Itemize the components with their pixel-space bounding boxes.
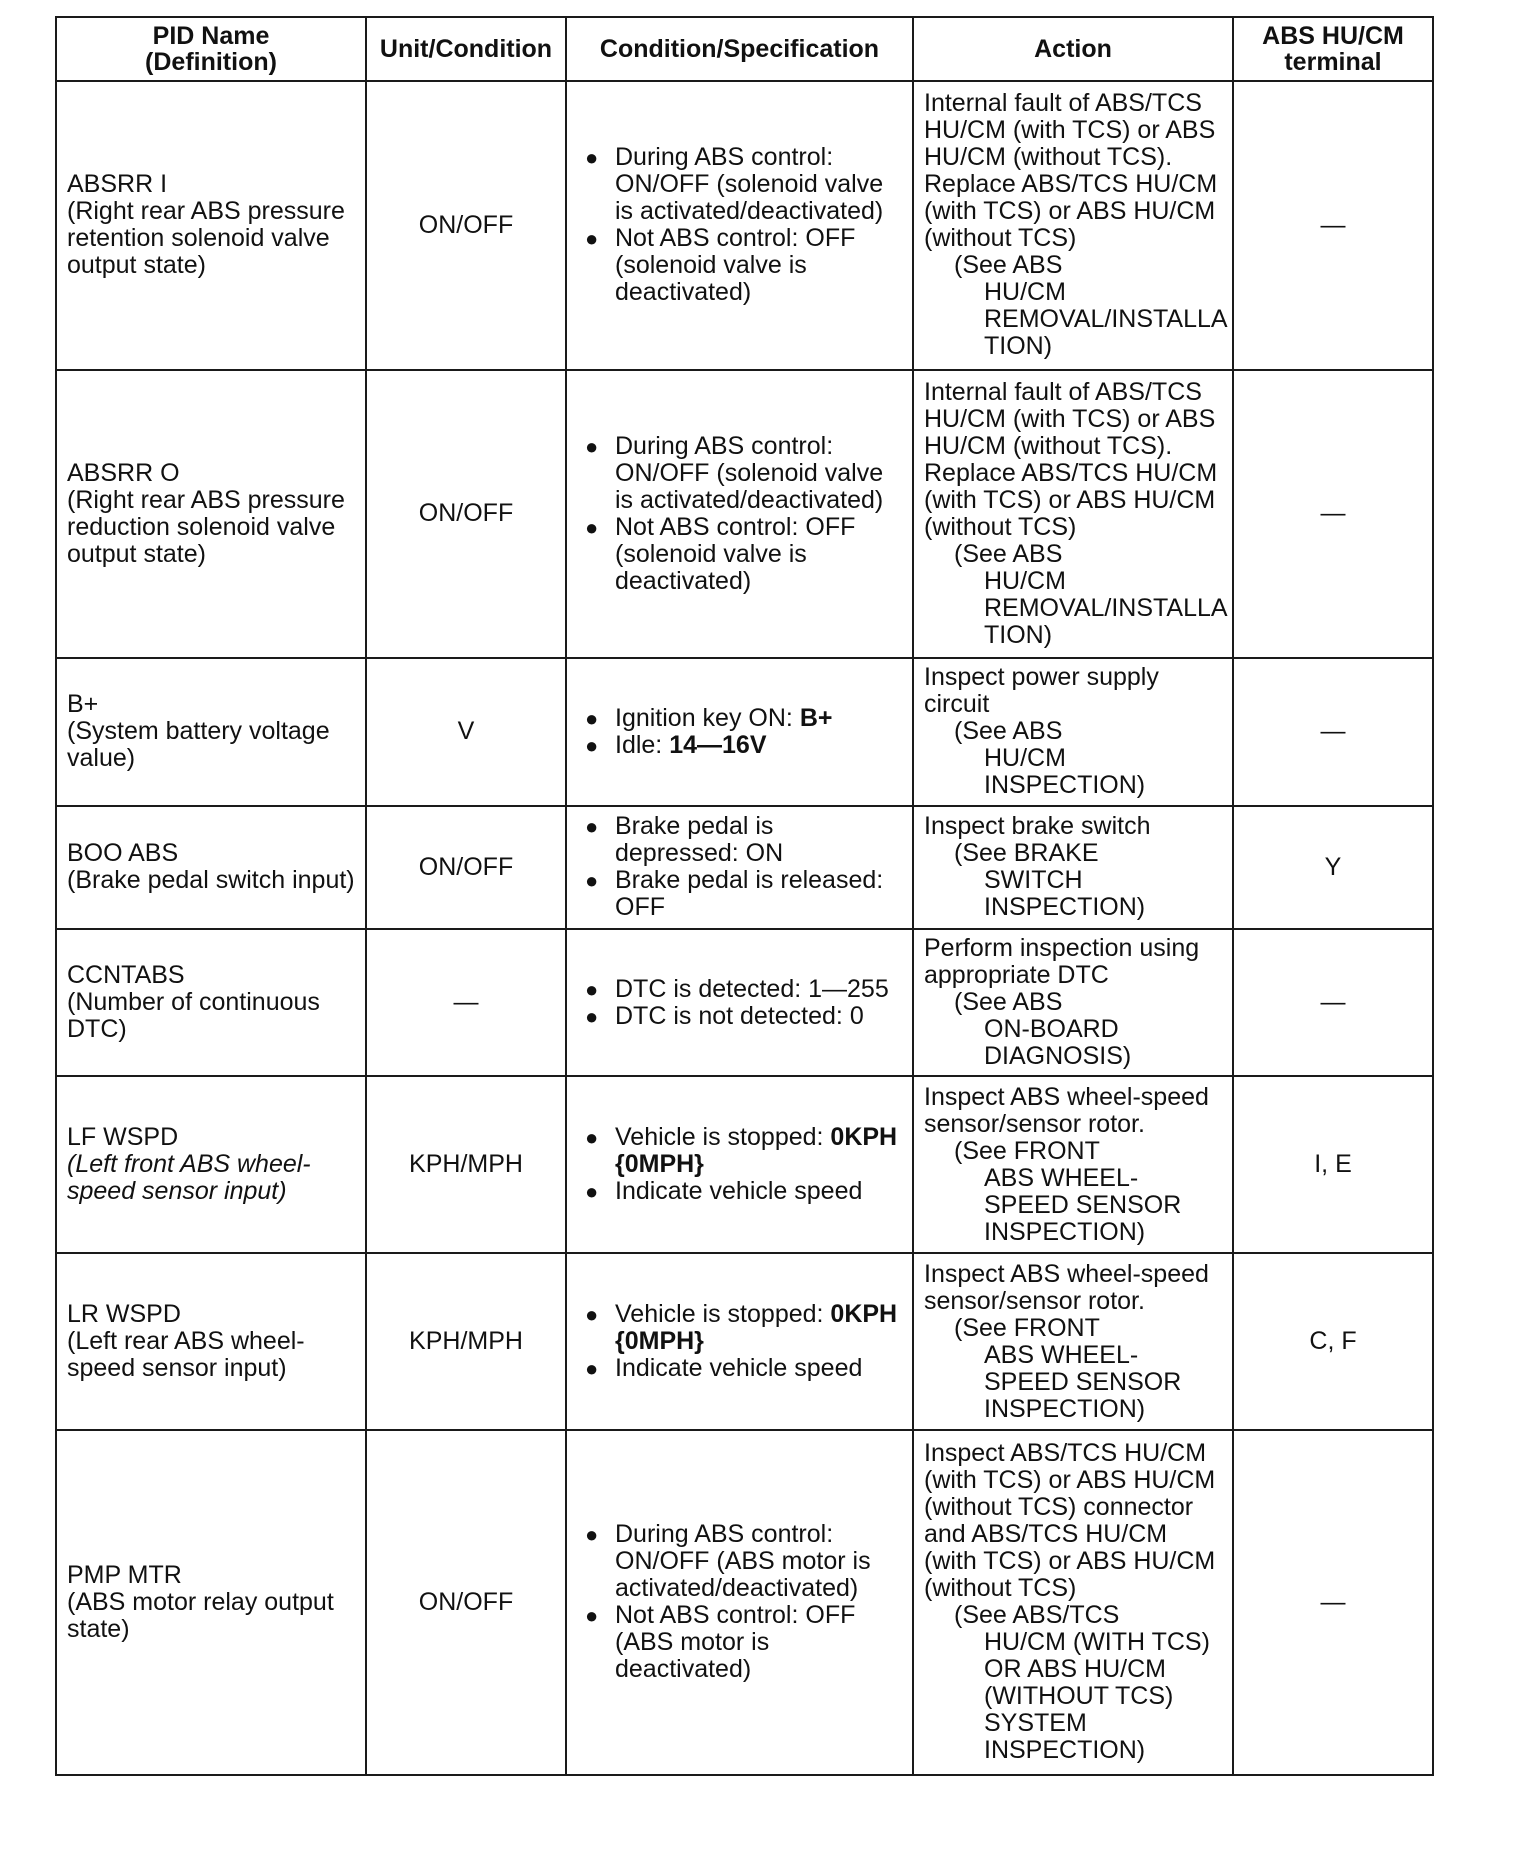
pid-cell: [56, 658, 366, 805]
header-action: Action: [913, 17, 1233, 81]
pid-cell: [56, 1430, 366, 1775]
pid-cell: [56, 81, 366, 370]
condition-cell: [566, 658, 913, 805]
header-terminal: ABS HU/CM terminal: [1233, 17, 1433, 81]
condition-cell: [566, 929, 913, 1076]
condition-item: [577, 813, 902, 867]
pid-name: ABSRR I: [67, 170, 168, 199]
condition-cell: [566, 806, 913, 929]
table-row: [56, 658, 1433, 805]
condition-item: [577, 514, 902, 595]
terminal-cell: —: [1233, 370, 1433, 659]
action-cell: [913, 929, 1233, 1076]
pid-name: ABSRR O: [67, 458, 180, 487]
action-reference: ABS WHEEL-SPEED SENSOR INSPECTION): [984, 1340, 1182, 1423]
condition-cell: [566, 1253, 913, 1430]
terminal-cell: —: [1233, 658, 1433, 805]
condition-value: 14—16V: [669, 730, 767, 759]
table-row: [56, 370, 1433, 659]
pid-name: CCNTABS: [67, 961, 185, 990]
condition-item: [577, 976, 902, 1003]
condition-label: Vehicle is stopped:: [615, 1123, 831, 1152]
pid-definition: (Brake pedal switch input): [67, 866, 355, 895]
condition-item: [577, 867, 902, 921]
condition-item: [577, 732, 902, 759]
condition-value: 0KPH {0MPH}: [615, 1300, 898, 1356]
action-text: Inspect power supply circuit: [924, 663, 1159, 719]
unit-cell: —: [366, 929, 566, 1076]
action-cell: [913, 806, 1233, 929]
action-reference: SWITCH INSPECTION): [984, 866, 1146, 922]
condition-item: [577, 1521, 902, 1602]
header-pid: PID Name (Definition): [56, 17, 366, 81]
condition-item: [577, 1602, 902, 1683]
condition-label: Vehicle is stopped:: [615, 1300, 831, 1329]
terminal-cell: —: [1233, 929, 1433, 1076]
condition-text: ● Indicate vehicle speed: [615, 1177, 863, 1206]
pid-cell: [56, 929, 366, 1076]
pid-name: LR WSPD: [67, 1300, 181, 1329]
action-reference: HU/CM (WITH TCS) OR ABS HU/CM (WITHOUT TCS) SYSTEM INSPECTION): [984, 1628, 1210, 1765]
action-text: Internal fault of ABS/TCS HU/CM (with TCS) or ABS HU/CM (without TCS). Replace ABS/TCS HU/CM (with TCS) or ABS HU/CM (without TCS): [924, 377, 1218, 541]
condition-text: ● Not ABS control: OFF (solenoid valve is deactivated): [615, 512, 856, 595]
terminal-cell: —: [1233, 1430, 1433, 1775]
condition-item: [577, 705, 902, 732]
condition-cell: [566, 1076, 913, 1253]
condition-cell: [566, 370, 913, 659]
action-see: (See ABS: [954, 251, 1063, 280]
pid-definition: (Right rear ABS pressure retention solenoid valve output state): [67, 197, 345, 280]
action-text: Perform inspection using appropriate DTC: [924, 934, 1200, 990]
unit-cell: ON/OFF: [366, 1430, 566, 1775]
table-row: [56, 1253, 1433, 1430]
condition-list: [577, 976, 902, 1030]
condition-text: ● During ABS control: ON/OFF (solenoid valve is activated/deactivated): [615, 143, 884, 226]
pid-cell: [56, 806, 366, 929]
pid-cell: [56, 1253, 366, 1430]
action-reference: HU/CM INSPECTION): [984, 744, 1146, 800]
pid-name: PMP MTR: [67, 1560, 182, 1589]
action-see: (See FRONT: [954, 1136, 1100, 1165]
unit-cell: ON/OFF: [366, 806, 566, 929]
action-see: (See ABS: [954, 717, 1063, 746]
table-row: [56, 929, 1433, 1076]
condition-list: [577, 1521, 902, 1683]
condition-item: [577, 225, 902, 306]
pid-name: LF WSPD: [67, 1123, 179, 1152]
unit-cell: ON/OFF: [366, 81, 566, 370]
condition-text: ● Brake pedal is released: OFF: [615, 866, 884, 922]
condition-text: ● Not ABS control: OFF (ABS motor is deactivated): [615, 1601, 856, 1684]
action-see: (See FRONT: [954, 1313, 1100, 1342]
table-row: [56, 81, 1433, 370]
condition-list: [577, 144, 902, 306]
unit-cell: V: [366, 658, 566, 805]
table-header-row: [56, 17, 1433, 81]
pid-definition: (Left front ABS wheel-speed sensor input): [67, 1150, 311, 1206]
pid-definition: (Left rear ABS wheel-speed sensor input): [67, 1327, 305, 1383]
condition-text: ● Brake pedal is depressed: ON: [615, 812, 784, 868]
terminal-cell: —: [1233, 81, 1433, 370]
condition-text: ● During ABS control: ON/OFF (solenoid valve is activated/deactivated): [615, 431, 884, 514]
condition-list: [577, 705, 902, 759]
action-text: Inspect ABS wheel-speed sensor/sensor rotor.: [924, 1259, 1209, 1315]
pid-definition: (ABS motor relay output state): [67, 1587, 334, 1643]
action-reference: ABS WHEEL-SPEED SENSOR INSPECTION): [984, 1163, 1182, 1246]
action-text: Inspect ABS/TCS HU/CM (with TCS) or ABS HU/CM (without TCS) connector and ABS/TCS HU/CM (with TCS) or ABS HU/CM (without TCS): [924, 1439, 1216, 1603]
pid-table: [55, 16, 1434, 1776]
condition-list: [577, 1124, 902, 1205]
action-text: Inspect brake switch: [924, 812, 1151, 841]
condition-list: [577, 813, 902, 921]
action-text: Inspect ABS wheel-speed sensor/sensor rotor.: [924, 1082, 1209, 1138]
action-reference: ON-BOARD DIAGNOSIS): [984, 1015, 1132, 1071]
action-cell: [913, 1430, 1233, 1775]
unit-cell: KPH/MPH: [366, 1076, 566, 1253]
pid-name: B+: [67, 690, 99, 719]
action-reference: HU/CM REMOVAL/INSTALLA TION): [984, 278, 1227, 361]
condition-item: [577, 1124, 902, 1178]
condition-item: [577, 1003, 902, 1030]
action-cell: [913, 1076, 1233, 1253]
condition-text: ● DTC is not detected: 0: [615, 1001, 864, 1030]
action-cell: [913, 370, 1233, 659]
condition-label: Idle:: [615, 730, 670, 759]
pid-definition: (Right rear ABS pressure reduction solenoid valve output state): [67, 485, 345, 568]
condition-value: 0KPH {0MPH}: [615, 1123, 898, 1179]
condition-item: [577, 433, 902, 514]
table-row: [56, 1430, 1433, 1775]
condition-value: B+: [799, 703, 833, 732]
header-condition: Condition/Specification: [566, 17, 913, 81]
action-cell: [913, 658, 1233, 805]
unit-cell: KPH/MPH: [366, 1253, 566, 1430]
header-unit: Unit/Condition: [366, 17, 566, 81]
table-row: [56, 1076, 1433, 1253]
action-see: (See BRAKE: [954, 839, 1099, 868]
action-see: (See ABS/TCS: [954, 1601, 1120, 1630]
condition-label: Ignition key ON:: [615, 703, 800, 732]
condition-item: [577, 1301, 902, 1355]
condition-item: [577, 1178, 902, 1205]
pid-definition: (Number of continuous DTC): [67, 988, 320, 1044]
terminal-cell: I, E: [1233, 1076, 1433, 1253]
action-see: (See ABS: [954, 988, 1063, 1017]
action-reference: HU/CM REMOVAL/INSTALLA TION): [984, 566, 1227, 649]
action-text: Internal fault of ABS/TCS HU/CM (with TCS) or ABS HU/CM (without TCS). Replace ABS/TCS HU/CM (with TCS) or ABS HU/CM (without TCS): [924, 89, 1218, 253]
pid-definition: (System battery voltage value): [67, 717, 330, 773]
condition-cell: [566, 81, 913, 370]
condition-text: ● Indicate vehicle speed: [615, 1354, 863, 1383]
action-cell: [913, 81, 1233, 370]
action-cell: [913, 1253, 1233, 1430]
terminal-cell: C, F: [1233, 1253, 1433, 1430]
condition-text: ● During ABS control: ON/OFF (ABS motor is activated/deactivated): [615, 1520, 871, 1603]
condition-item: [577, 1355, 902, 1382]
condition-item: [577, 144, 902, 225]
condition-text: ● DTC is detected: 1—255: [615, 974, 889, 1003]
pid-cell: [56, 370, 366, 659]
condition-list: [577, 1301, 902, 1382]
unit-cell: ON/OFF: [366, 370, 566, 659]
table-row: [56, 806, 1433, 929]
terminal-cell: Y: [1233, 806, 1433, 929]
pid-cell: [56, 1076, 366, 1253]
condition-text: ● Not ABS control: OFF (solenoid valve is deactivated): [615, 224, 856, 307]
condition-list: [577, 433, 902, 595]
action-see: (See ABS: [954, 539, 1063, 568]
condition-cell: [566, 1430, 913, 1775]
pid-name: BOO ABS: [67, 839, 179, 868]
